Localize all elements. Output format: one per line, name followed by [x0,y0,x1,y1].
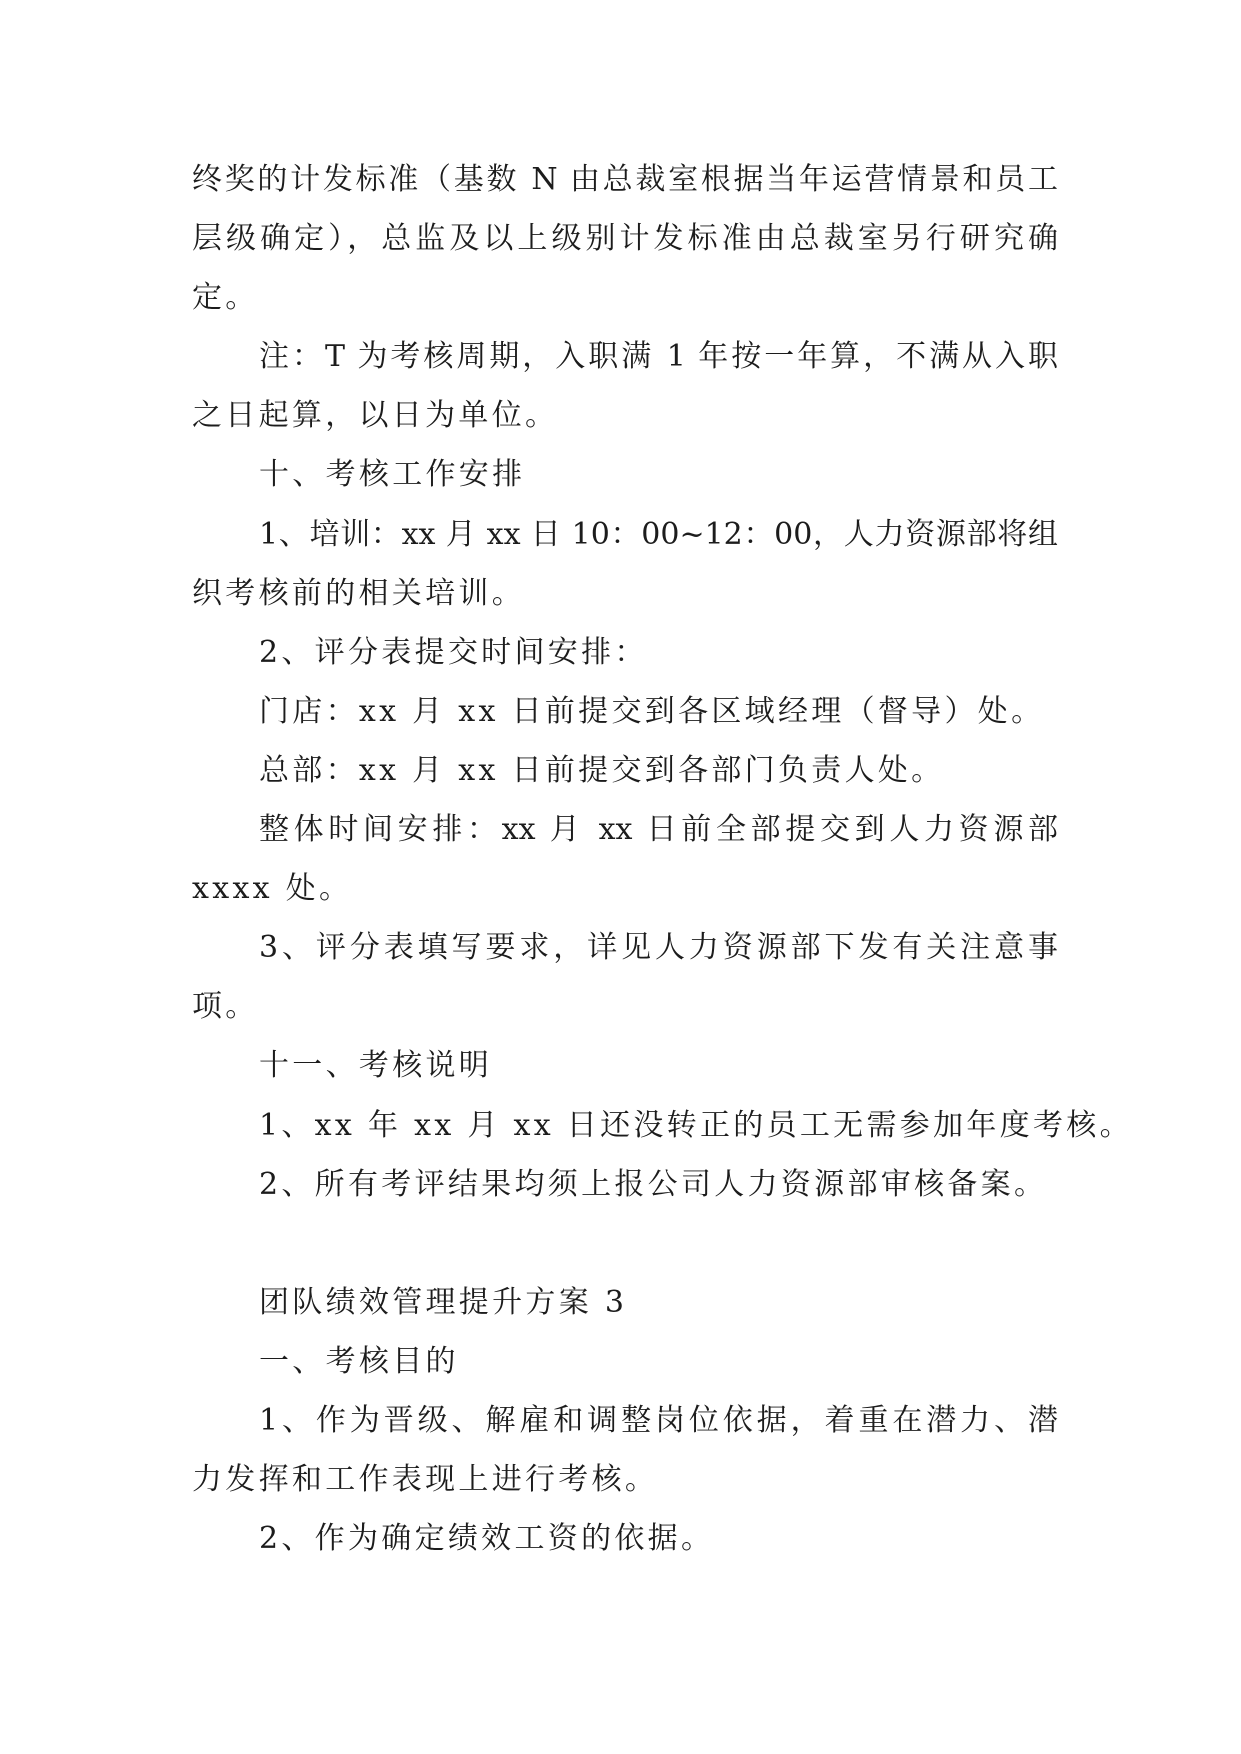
paragraph-line: 门店：xx 月 xx 日前提交到各区域经理（督导）处。 [259,693,1045,729]
paragraph-line: 1、xx 年 xx 月 xx 日还没转正的员工无需参加年度考核。 [259,1107,1133,1143]
document-body [192,150,1133,1568]
paragraph-line: 2、评分表提交时间安排： [259,634,648,670]
section-heading: 一、考核目的 [259,1343,459,1379]
paragraph-submission-schedule [192,623,1058,682]
paragraph-bonus-standard [192,150,1058,327]
paragraph-line: 织考核前的相关培训。 [192,575,525,611]
paragraph-line: 整体时间安排：xx 月 xx 日前全部提交到人力资源部 [259,812,1058,848]
document-title-block [192,1273,1058,1332]
paragraph-line: 2、作为确定绩效工资的依据。 [259,1521,715,1557]
paragraph-probation-note [192,1096,1133,1155]
paragraph-purpose-1 [192,1391,1058,1509]
paragraph-line: 总部：xx 月 xx 日前提交到各部门负责人处。 [259,752,945,788]
section-heading-10 [192,445,1058,504]
paragraph-line: 2、所有考评结果均须上报公司人力资源部审核备案。 [259,1166,1048,1202]
document-title: 团队绩效管理提升方案 3 [259,1284,628,1320]
section-heading-1 [192,1332,1058,1391]
paragraph-note [192,327,1058,445]
paragraph-line: 终奖的计发标准（基数 N 由总裁室根据当年运营情景和员工 [192,162,1058,197]
paragraph-purpose-2 [192,1509,1058,1568]
paragraph-line: 1、培训：xx 月 xx 日 10：00~12：00，人力资源部将组 [259,516,1058,552]
paragraph-line: xxxx 处。 [192,871,353,907]
paragraph-form-requirements [192,918,1058,1036]
paragraph-line: 定。 [192,280,259,316]
section-heading-11 [192,1036,1058,1095]
paragraph-line: 力发挥和工作表现上进行考核。 [192,1462,659,1498]
paragraph-line: 3、评分表填写要求，详见人力资源部下发有关注意事 [259,930,1058,966]
paragraph-line: 注：T 为考核周期，入职满 1 年按一年算，不满从入职 [259,339,1058,375]
paragraph-line: 1、作为晋级、解雇和调整岗位依据，着重在潜力、潜 [259,1402,1058,1438]
paragraph-headquarters [192,741,1058,800]
section-heading: 十一、考核说明 [259,1048,493,1084]
paragraph-line: 之日起算，以日为单位。 [192,398,559,434]
paragraph-training [192,505,1058,623]
paragraph-report-results [192,1155,1058,1214]
paragraph-line: 层级确定），总监及以上级别计发标准由总裁室另行研究确 [192,221,1058,257]
section-heading: 十、考核工作安排 [259,457,526,493]
paragraph-stores [192,682,1058,741]
paragraph-overall-schedule [192,800,1058,918]
paragraph-line: 项。 [192,989,259,1025]
blank-line [192,1214,1058,1273]
